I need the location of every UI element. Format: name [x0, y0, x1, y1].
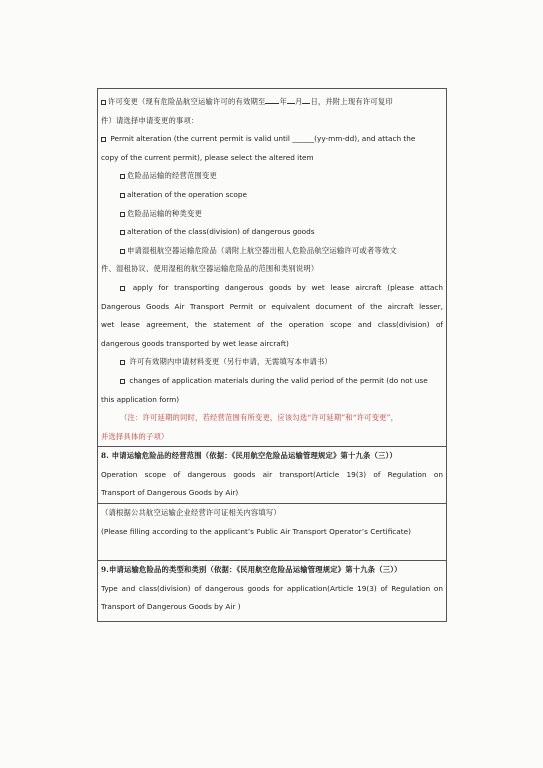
operation-scope-section — [98, 447, 447, 504]
alteration-en-line-1: Permit alteration (the current permit is valid until ______(yy-mm-dd), and attach the — [101, 130, 443, 149]
wet-lease-en-line-4: dangerous goods transported by wet lease aircraft) — [101, 338, 289, 348]
section-9-title-en-1: Type and class(division) of dangerous goods for application(Article 19(3) of Regulation on — [101, 583, 443, 593]
section-8-title-en-2: Transport of Dangerous Goods by Air) — [101, 488, 239, 498]
materials-change-option-cn[interactable]: 许可有效期内申请材料变更（另行申请，无需填写本申请书） — [101, 353, 443, 372]
alteration-cn-line-1: 许可变更（现有危险品航空运输许可的有效期至 年 月 日，并附上现有许可复印 — [101, 93, 443, 112]
wet-lease-en-checkbox[interactable] — [120, 286, 125, 291]
valid-until-month-blank[interactable] — [287, 97, 295, 104]
alteration-en-checkbox[interactable] — [101, 137, 106, 142]
wet-lease-en-line-3: wet lease agreement, the statement of the operation scope and class(division) of — [101, 320, 443, 330]
class-change-en-checkbox[interactable] — [120, 230, 125, 235]
materials-change-en-checkbox[interactable] — [120, 379, 125, 384]
wet-lease-checkbox[interactable] — [120, 249, 125, 254]
valid-until-year-blank[interactable] — [265, 97, 279, 104]
section-9-title-en-2: Transport of Dangerous Goods by Air ) — [101, 602, 241, 612]
wet-lease-en-line-2: Dangerous Goods Air Transport Permit or equivalent document of the aircraft lesser, — [101, 301, 443, 311]
materials-change-en-line-2: this application form) — [101, 394, 180, 404]
wet-lease-cn-line-1[interactable]: 申请湿租航空器运输危险品（请附上航空器出租人危险品航空运输许可或者等效文 — [101, 242, 443, 261]
alteration-note-line-1: （注：许可延期的同时，若经营范围有所变更，应该勾选“许可延期”和“许可变更”， — [120, 413, 399, 423]
alteration-note-line-2: 并选择具体的子项） — [101, 431, 169, 441]
section-8-title-en-1: Operation scope of dangerous goods air transport(Article 19(3) of Regulation on — [101, 469, 443, 479]
class-change-checkbox[interactable] — [120, 212, 125, 217]
fill-instruction-cn: （请根据公共航空运输企业经营许可证相关内容填写） — [101, 508, 281, 518]
alteration-section — [98, 89, 447, 447]
scope-change-option-en[interactable]: alteration of the operation scope — [101, 186, 443, 205]
materials-change-checkbox[interactable] — [120, 360, 125, 365]
materials-change-option-en[interactable]: changes of application materials during the valid period of the permit (do not use — [101, 372, 443, 391]
fill-instruction-en: (Please filling according to the applicant’s Public Air Transport Operator’s Certificate) — [101, 526, 411, 536]
alteration-checkbox[interactable] — [101, 100, 106, 105]
application-form-table — [97, 88, 447, 622]
class-change-option-en[interactable]: alteration of the class(division) of dangerous goods — [101, 223, 443, 242]
section-8-title-cn: 8. 申请运输危险品的经营范围（依据：《民用航空危险品运输管理规定》第十九条（三）） — [101, 451, 397, 461]
alteration-cn-line-2: 件）请选择申请变更的事项： — [101, 115, 199, 125]
scope-change-option-cn[interactable]: 危险品运输的经营范围变更 — [101, 167, 443, 186]
fill-instruction-section — [98, 504, 447, 561]
type-class-section — [98, 561, 447, 622]
wet-lease-cn-line-2: 件、湿租协议、使用湿租的航空器运输危险品的范围和类别说明） — [101, 264, 319, 274]
class-change-option-cn[interactable]: 危险品运输的种类变更 — [101, 205, 443, 224]
scope-change-en-checkbox[interactable] — [120, 193, 125, 198]
alteration-en-line-2: copy of the current permit), please select the altered item — [101, 152, 314, 162]
section-9-title-cn: 9.申请运输危险品的类型和类别（依据：《民用航空危险品运输管理规定》第十九条（三）） — [101, 565, 402, 575]
wet-lease-en-line-1[interactable]: apply for transporting dangerous goods by wet lease aircraft (please attach — [101, 279, 443, 298]
scope-change-checkbox[interactable] — [120, 174, 125, 179]
